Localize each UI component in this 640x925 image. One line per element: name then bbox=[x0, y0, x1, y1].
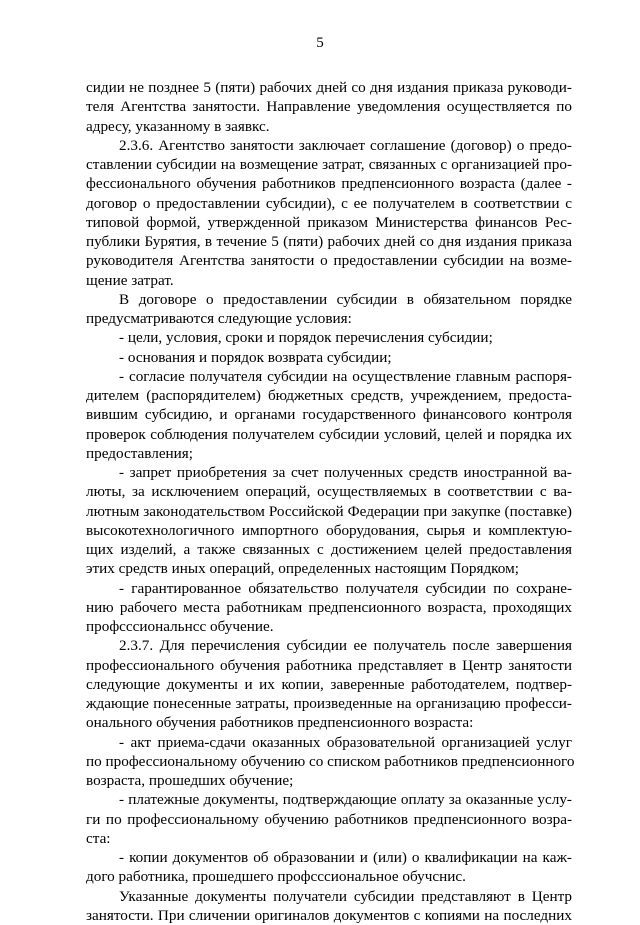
text-line: ждающие понесенные затраты, произведенные на организацию професси- bbox=[86, 695, 572, 712]
text-line: сидии не позднее 5 (пяти) рабочих дней со дня издания приказа руководи- bbox=[86, 79, 572, 96]
text-line: - согласие получателя субсидии на осуществлениe главным распоря- bbox=[119, 367, 572, 385]
text-line: - цели, условия, сроки и порядок перечисления субсидии; bbox=[119, 329, 493, 347]
text-line: люты, за исключением операций, осуществляемых в соответствии с ва- bbox=[86, 483, 572, 501]
text-line: договор о предоставлении субсидии), с ее получателем в соответствии с bbox=[86, 194, 572, 212]
text-line: 2.3.6. Агентство занятости заключает соглашение (договор) о предо- bbox=[119, 136, 572, 154]
text-line: вившим субсидию, и органами государственного финансового контроля bbox=[86, 406, 572, 424]
text-line: руководителя Агентства занятости о предоставлении субсидии на возме- bbox=[86, 252, 572, 270]
text-line: лютным законодательством Российской Федерации при закупке (поставке) bbox=[86, 502, 572, 520]
text-line: профсссиональнсс обучение. bbox=[86, 618, 274, 635]
text-line: - копии документов об образовании и (или) о квалификации на каж- bbox=[119, 849, 572, 866]
document-body bbox=[86, 78, 575, 925]
text-line: Указанные документы получатели субсидии представляют в Центр bbox=[119, 887, 572, 905]
text-line: - гарантированное обязательство получателя субсидии по сохране- bbox=[119, 579, 572, 597]
text-line: публики Бурятия, в течение 5 (пяти) рабочих дней со дня издания приказа bbox=[86, 233, 572, 250]
text-line: фессионального обучения работников предпенсионного возраста (далее - bbox=[86, 175, 572, 193]
text-line: ставлении субсидии на возмещение затрат, связанных с организацией про- bbox=[86, 156, 572, 173]
text-line: ста: bbox=[86, 829, 111, 847]
text-line: - акт приема-сдачи оказанных образовательной организацией услуг bbox=[119, 733, 572, 751]
page-number: 5 bbox=[316, 35, 324, 51]
text-line: возраста, прошедших обучение; bbox=[86, 772, 294, 789]
text-line: - основания и порядок возврата субсидии; bbox=[119, 348, 392, 366]
text-line: проверок соблюдения получателем субсидии условий, целей и порядка их bbox=[86, 425, 572, 443]
text-line: высокотехнологичного импортного оборудования, сырья и комплектую- bbox=[86, 521, 572, 539]
text-line: по профессиональному обучению со списком работников предпенсионного bbox=[86, 752, 575, 770]
text-line: 2.3.7. Для перечисления субсидии ее получатель после завершения bbox=[119, 637, 572, 655]
text-line: - запрет приобретения за счет полученных средств иностранной ва- bbox=[119, 464, 572, 481]
text-line: - платежные документы, подтверждающие оплату за оказанные услу- bbox=[119, 791, 572, 809]
text-line: этих средств иных операций, определенных настоящим Порядком; bbox=[86, 560, 519, 578]
text-line: следующие документы и их копии, заверенные работодателем, подтвер- bbox=[86, 675, 572, 693]
text-line: онального обучения работников предпенсионного возраста: bbox=[86, 714, 474, 732]
text-line: щих изделий, а также связанных с достижением целей предоставления bbox=[86, 541, 572, 558]
text-line: теля Агентства занятости. Направление уведомления осуществляется по bbox=[86, 98, 572, 116]
text-line: занятости. При сличении оригиналов документов с копиями на последних bbox=[86, 906, 572, 924]
text-line: предусматриваются следующие условия: bbox=[86, 310, 352, 327]
text-line: ги по профессиональному обучению работников предпенсионного возра- bbox=[86, 810, 572, 828]
text-line: В договоре о предоставлении субсидии в обязательном порядке bbox=[119, 290, 572, 308]
text-line: предоставления; bbox=[86, 444, 194, 462]
text-line: профессионального обучения работника представляет в Центр занятости bbox=[86, 656, 572, 674]
text-line: нию рабочего места работникам предпенсионного возраста, проходящих bbox=[86, 598, 572, 616]
text-line: щение затрат. bbox=[86, 271, 174, 289]
text-line: адресу, указанному в заявкс. bbox=[86, 117, 270, 135]
text-line: дого работника, прошедшего профсссиональное обучснис. bbox=[86, 868, 466, 886]
text-line: типовой формой, утвержденной приказом Министерства финансов Рес- bbox=[86, 213, 572, 231]
text-line: дителем (распорядителем) бюджетных средств, учреждением, предоста- bbox=[86, 387, 572, 404]
